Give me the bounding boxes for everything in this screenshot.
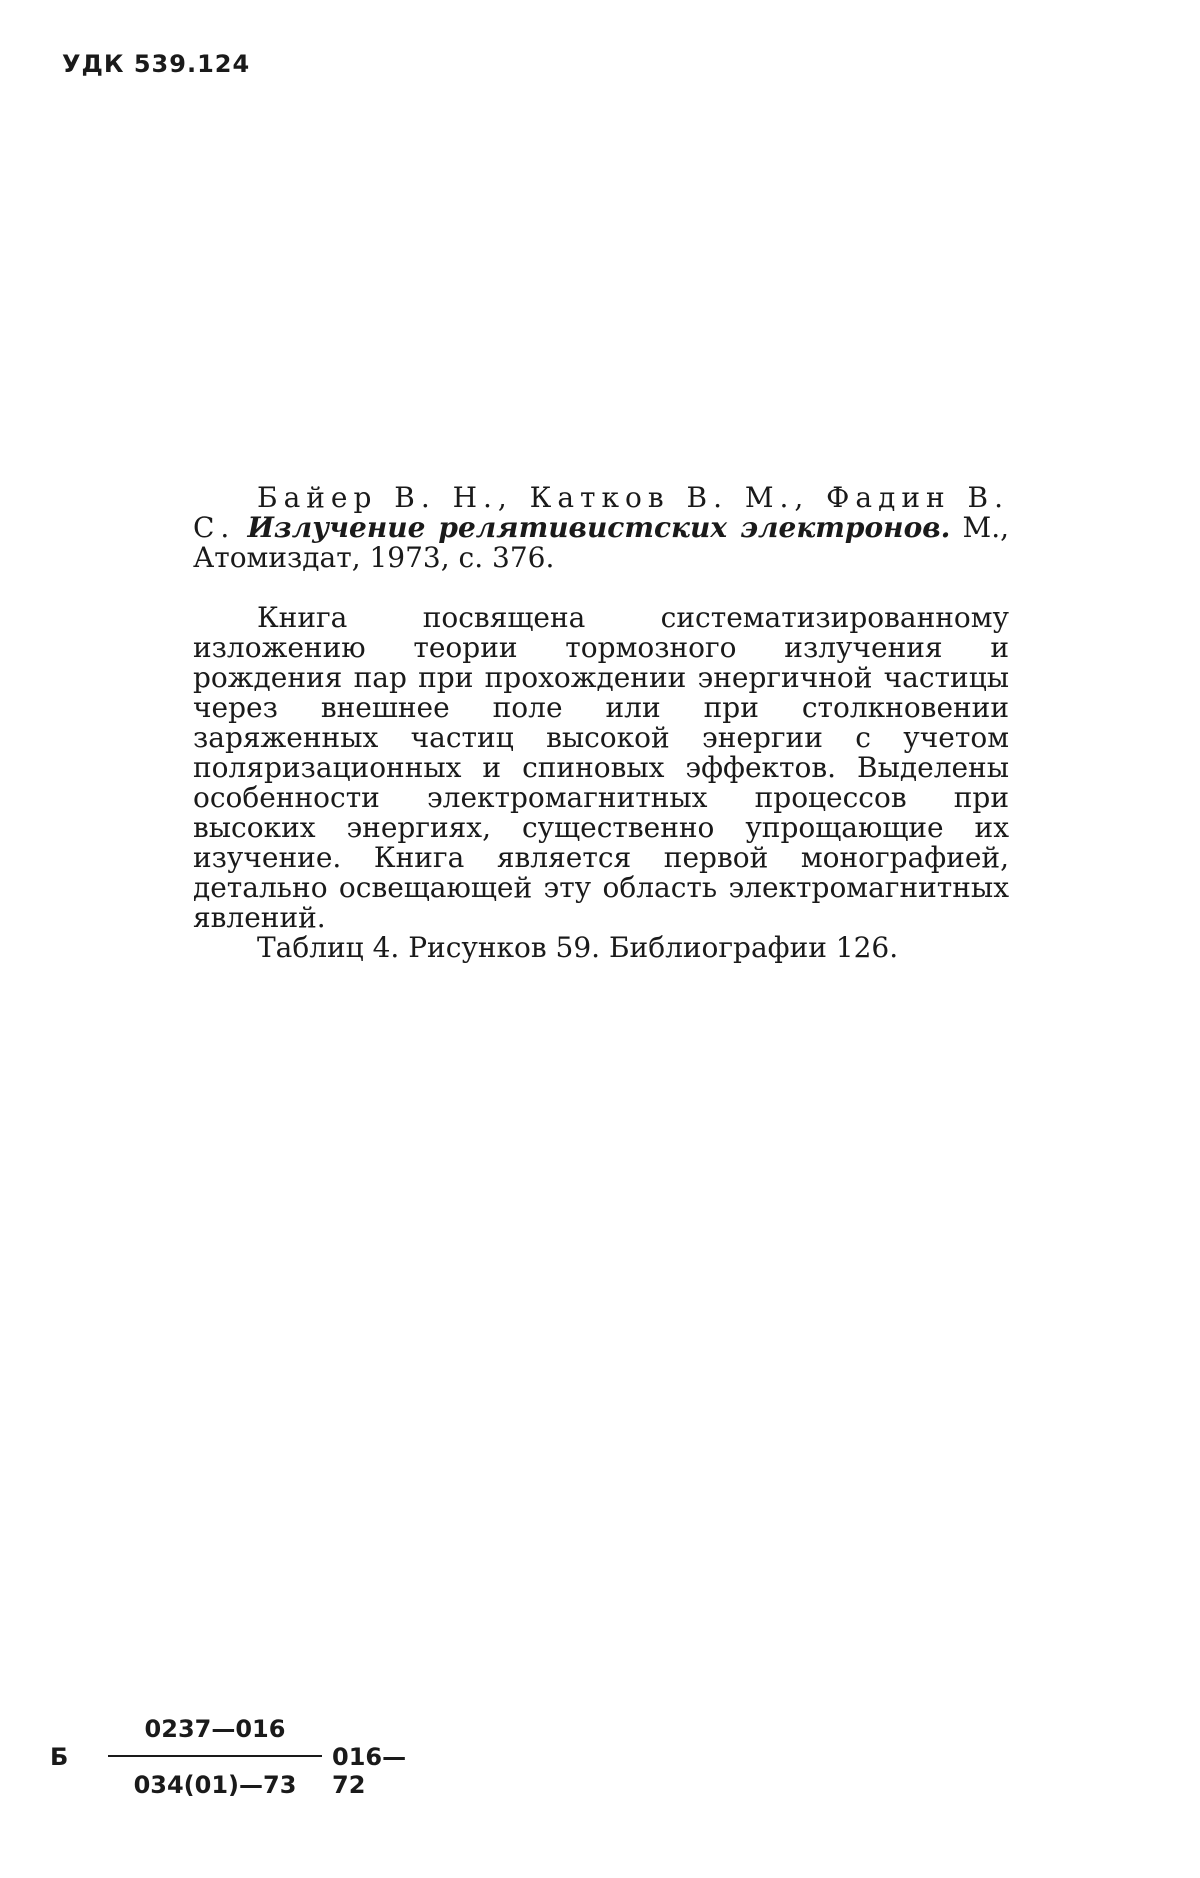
catalog-fraction-line — [108, 1755, 322, 1757]
citation-publisher: М., Атомиздат, 1973, с. 376. — [193, 511, 1010, 574]
catalog-index — [50, 1705, 410, 1815]
catalog-numerator: 0237—016 — [144, 1715, 286, 1743]
catalog-letter: Б — [50, 1743, 69, 1771]
contents-counts: Таблиц 4. Рисунков 59. Библиографии 126. — [257, 931, 899, 964]
abstract-text: Книга посвящена систематизированному изложению теории тормозного излучения и рождения пар при прохождении энергичной частицы через внешнее поле или при столкновении заряженных частиц высокой энергии с учетом поляризационных и спиновых эффектов. Выделены особенности электромагнитных процессов при высоких энергиях, существенно упрощающие их изучение. Книга является первой монографией, детально освещающей эту область электромагнитных явлений. — [193, 601, 1009, 934]
udk-code: УДК 539.124 — [62, 50, 251, 78]
catalog-code: 016—72 — [332, 1743, 407, 1799]
citation-title: Излучение релятивистских электронов. — [247, 511, 951, 544]
citation-authors: Байер В. Н., Катков В. М., Фадин В. С. — [193, 481, 1009, 544]
annotation-block — [193, 483, 1009, 963]
bibliographic-citation — [193, 483, 1009, 573]
catalog-denominator: 034(01)—73 — [133, 1771, 297, 1799]
